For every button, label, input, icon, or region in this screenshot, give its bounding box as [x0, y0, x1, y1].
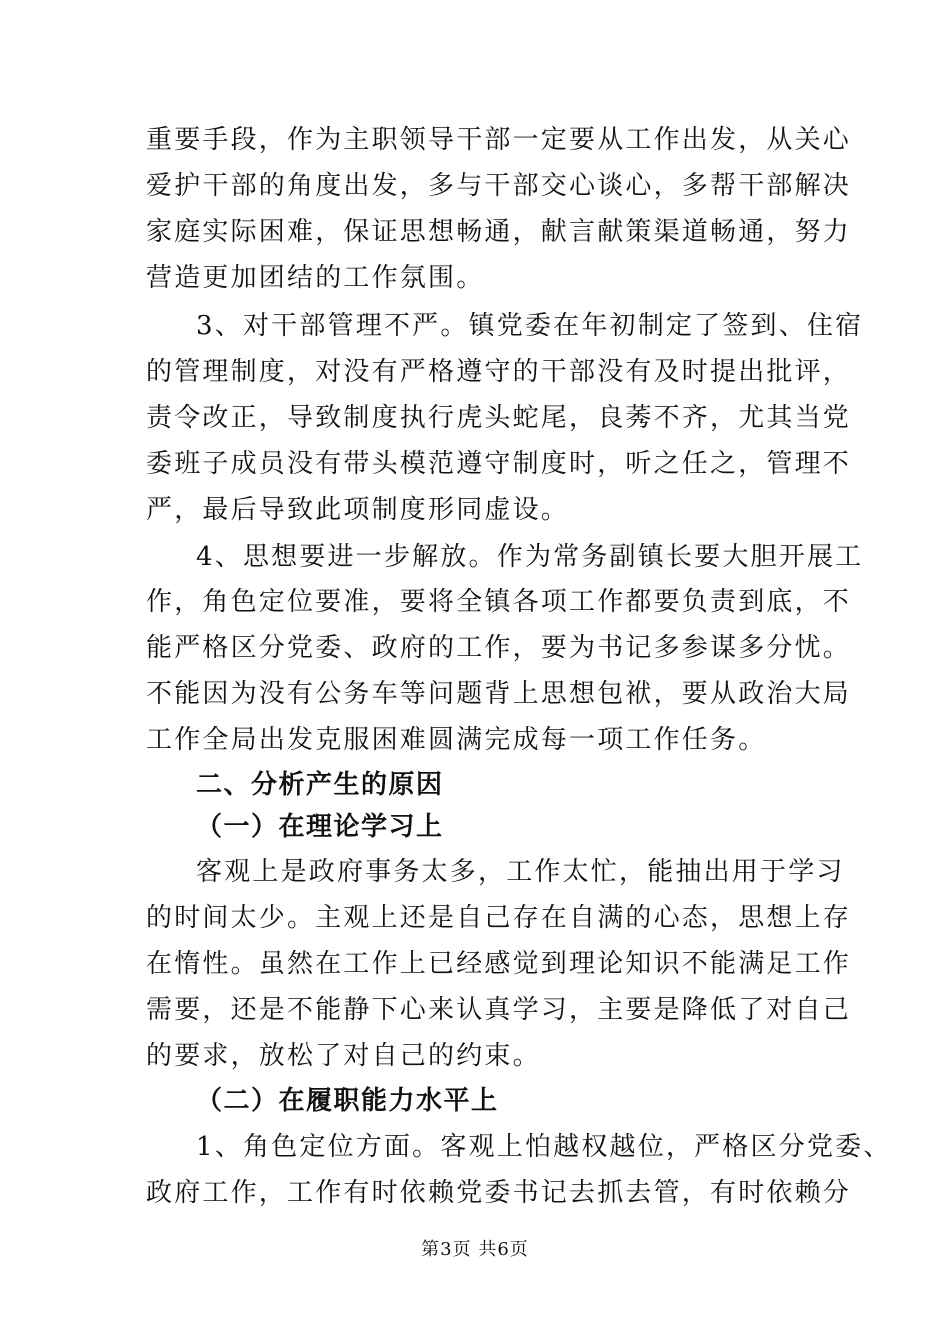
- paragraph-line: 责令改正，导致制度执行虎头蛇尾，良莠不齐，尤其当党: [146, 403, 852, 433]
- paragraph-line: 的要求，放松了对自己的约束。: [146, 1041, 541, 1071]
- paragraph-line: 营造更加团结的工作氛围。: [146, 263, 485, 293]
- paragraph-line: 4、思想要进一步解放。作为常务副镇长要大胆开展工: [196, 542, 864, 572]
- paragraph-line: 的时间太少。主观上还是自己存在自满的心态，思想上存: [146, 903, 852, 933]
- paragraph-line: 委班子成员没有带头模范遵守制度时，听之任之，管理不: [146, 449, 852, 479]
- paragraph-line: 在惰性。虽然在工作上已经感觉到理论知识不能满足工作: [146, 949, 852, 979]
- paragraph-line: 3、对干部管理不严。镇党委在年初制定了签到、住宿: [196, 311, 864, 341]
- paragraph-line: 客观上是政府事务太多，工作太忙，能抽出用于学习: [196, 857, 845, 887]
- paragraph-line: 需要，还是不能静下心来认真学习，主要是降低了对自己: [146, 995, 852, 1025]
- section-heading: 二、分析产生的原因: [196, 770, 444, 800]
- subsection-heading: （一）在理论学习上: [196, 812, 444, 842]
- paragraph-line: 1、角色定位方面。客观上怕越权越位，严格区分党委、: [196, 1132, 892, 1162]
- paragraph-line: 严，最后导致此项制度形同虚设。: [146, 495, 570, 525]
- paragraph-line: 的管理制度，对没有严格遵守的干部没有及时提出批评，: [146, 357, 852, 387]
- subsection-heading: （二）在履职能力水平上: [196, 1086, 499, 1116]
- paragraph-line: 不能因为没有公务车等问题背上思想包袱，要从政治大局: [146, 679, 852, 709]
- paragraph-line: 政府工作，工作有时依赖党委书记去抓去管，有时依赖分: [146, 1178, 852, 1208]
- paragraph-line: 作，角色定位要准，要将全镇各项工作都要负责到底，不: [146, 587, 852, 617]
- paragraph-line: 重要手段，作为主职领导干部一定要从工作出发，从关心: [146, 125, 852, 155]
- page-number-footer: 第3页 共6页: [421, 1239, 529, 1260]
- paragraph-line: 工作全局出发克服困难圆满完成每一项工作任务。: [146, 725, 767, 755]
- paragraph-line: 家庭实际困难，保证思想畅通，献言献策渠道畅通，努力: [146, 217, 852, 247]
- paragraph-line: 能严格区分党委、政府的工作，要为书记多参谋多分忧。: [146, 633, 852, 663]
- paragraph-line: 爱护干部的角度出发，多与干部交心谈心，多帮干部解决: [146, 171, 852, 201]
